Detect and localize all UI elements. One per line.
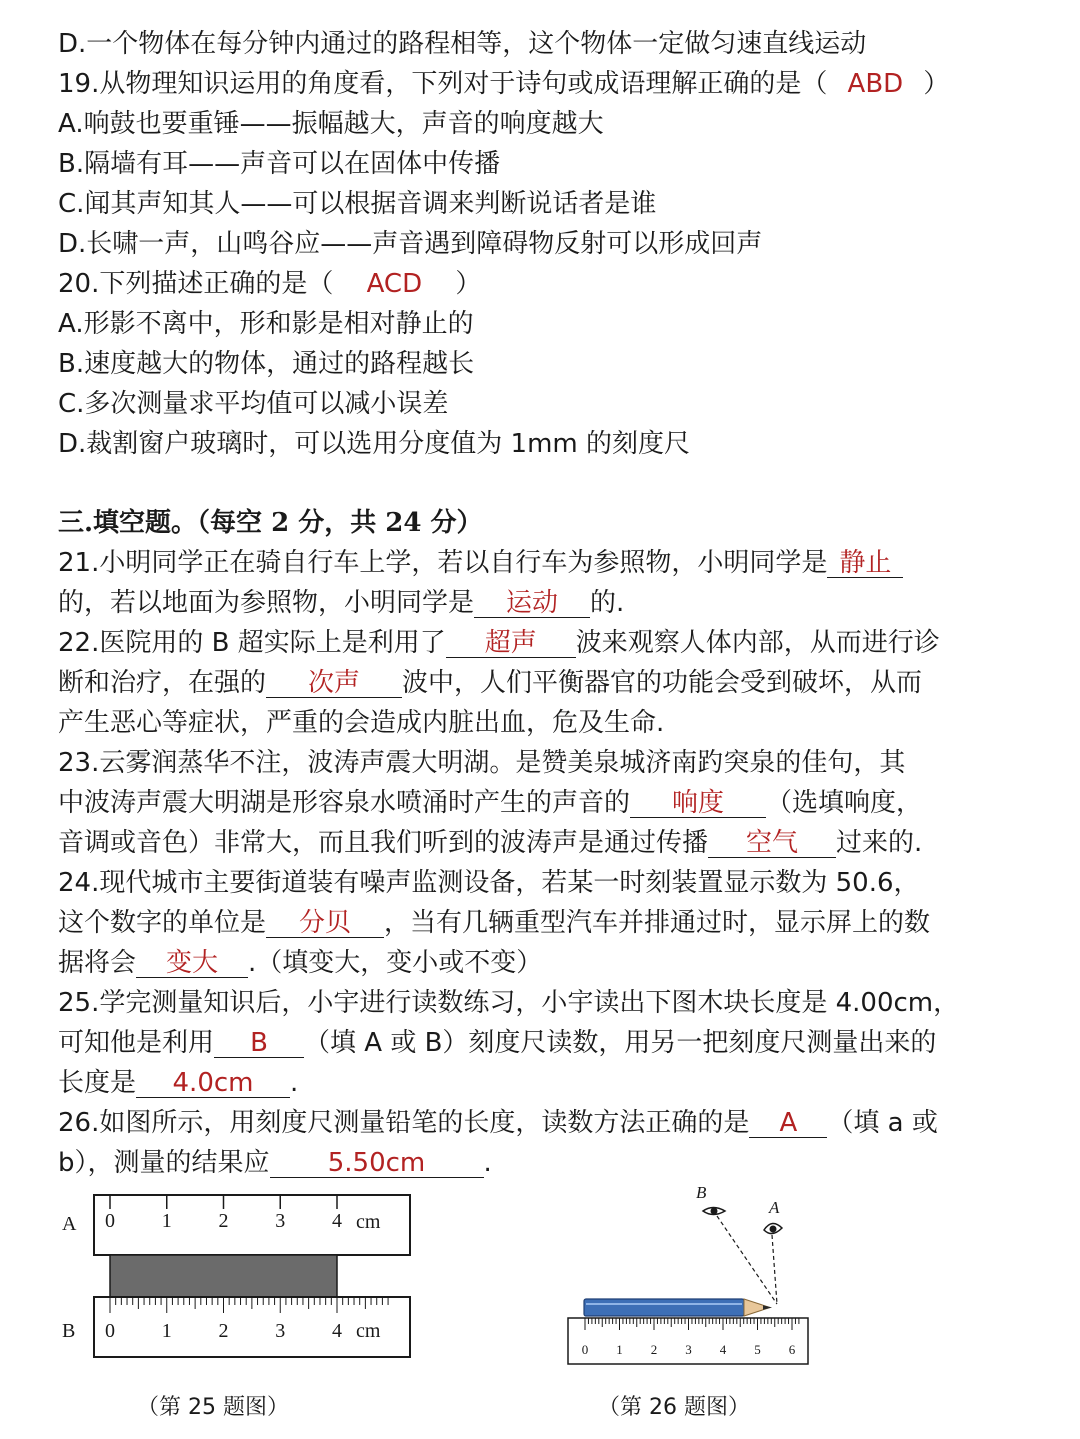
q21-answer-1: 静止 (827, 550, 903, 578)
q22-answer-1: 超声 (446, 630, 576, 658)
ruler-26-number: 1 (616, 1342, 623, 1357)
q19-option-d: D.长啸一声，山鸣谷应——声音遇到障碍物反射可以形成回声 (58, 229, 763, 259)
q23-line-1: 23.云雾润蒸华不注，波涛声震大明湖。是赞美泉城济南趵突泉的佳句，其 (58, 748, 906, 778)
q26-line-1 (58, 1110, 938, 1138)
q23-answer-1: 响度 (630, 790, 766, 818)
q21-line-2 (58, 590, 624, 618)
q25-text-3: 长度是 (58, 1068, 137, 1098)
ruler-a-number: 1 (161, 1210, 172, 1232)
q23-text-3: 音调或音色）非常大，而且我们听到的波涛声是通过传播 (58, 828, 709, 858)
q22-line-1 (58, 630, 940, 658)
q24-line-1: 24.现代城市主要街道装有噪声监测设备，若某一时刻装置显示数为 50.6， (58, 868, 920, 898)
q20-option-d: D.裁割窗户玻璃时，可以选用分度值为 1mm 的刻度尺 (58, 429, 691, 459)
eye-a-label: A (769, 1198, 780, 1217)
q24-line-2 (58, 910, 930, 938)
ruler-b-label: B (62, 1320, 76, 1342)
q20-option-c: C.多次测量求平均值可以减小误差 (58, 389, 449, 419)
q20-stem: 20.下列描述正确的是（ (58, 269, 334, 299)
q19-option-b: B.隔墙有耳——声音可以在固体中传播 (58, 149, 501, 179)
q26-text-2: （填 a 或 (827, 1108, 938, 1138)
q21-text-2: 的，若以地面为参照物，小明同学是 (58, 588, 475, 618)
sight-line-a (772, 1235, 777, 1304)
q20-option-a: A.形影不离中，形和影是相对静止的 (58, 309, 474, 339)
ruler-26-number: 6 (788, 1342, 796, 1357)
figure-26-caption: （第 26 题图） (598, 1395, 750, 1420)
eye-a-icon (764, 1223, 782, 1233)
q25-text-4: . (290, 1068, 299, 1098)
ruler-b-number: 4 (332, 1320, 342, 1342)
q22-text-3: 断和治疗，在强的 (58, 668, 267, 698)
q23-text-1: 中波涛声震大明湖是形容泉水喷涌时产生的声音的 (58, 788, 631, 818)
ruler-a-number: 4 (332, 1210, 342, 1232)
q21-line-1 (58, 550, 903, 578)
q23-line-2 (58, 790, 922, 818)
q22-line-3: 产生恶心等症状，严重的会造成内脏出血，危及生命. (58, 708, 665, 738)
q24-answer-1: 分贝 (266, 910, 384, 938)
ruler-26-number: 4 (719, 1342, 727, 1357)
ruler-b-number: 3 (275, 1320, 286, 1342)
figure-25-caption: （第 25 题图） (137, 1395, 289, 1420)
ruler-b-unit: cm (356, 1320, 381, 1342)
q20-answer: ACD (366, 269, 423, 299)
ruler-a-number: 3 (275, 1210, 286, 1232)
q25-line-1: 25.学完测量知识后，小宇进行读数练习，小宇读出下图木块长度是 4.00cm， (58, 988, 960, 1018)
q23-answer-2: 空气 (708, 830, 836, 858)
q19-answer: ABD (847, 69, 904, 99)
q20-close: ） (455, 269, 482, 299)
section-3-heading: 三.填空题。（每空 2 分，共 24 分） (58, 508, 483, 538)
q25-line-2 (58, 1030, 936, 1058)
q22-text-2: 波来观察人体内部，从而进行诊 (575, 628, 940, 658)
q24-text-1: 这个数字的单位是 (58, 908, 267, 938)
q22-line-2 (58, 670, 922, 698)
q22-answer-2: 次声 (266, 670, 402, 698)
q25-text-2: （填 A 或 B）刻度尺读数，用另一把刻度尺测量出来的 (304, 1028, 937, 1058)
q18-option-d: D.一个物体在每分钟内通过的路程相等，这个物体一定做匀速直线运动 (58, 29, 867, 59)
pencil (584, 1299, 772, 1316)
q26-text-1: 26.如图所示，用刻度尺测量铅笔的长度，读数方法正确的是 (58, 1108, 750, 1138)
eye-b-icon (703, 1208, 725, 1215)
q19-stem: 19.从物理知识运用的角度看，下列对于诗句或成语理解正确的是（ (58, 69, 828, 99)
ruler-a-number: 0 (105, 1210, 115, 1232)
ruler-26-number: 2 (650, 1342, 658, 1357)
q24-answer-2: 变大 (136, 950, 248, 978)
q25-text-1: 可知他是利用 (58, 1028, 215, 1058)
q26-line-2 (58, 1150, 492, 1178)
q21-answer-2: 运动 (474, 590, 590, 618)
q26-answer-2: 5.50cm (270, 1150, 484, 1178)
q23-text-2: （选填响度， (766, 788, 923, 818)
ruler-a-number: 2 (218, 1210, 229, 1232)
q23-text-4: 过来的. (836, 828, 923, 858)
q20-stem-line (58, 271, 481, 297)
eye-b-label: B (696, 1183, 707, 1202)
q19-stem-line (58, 71, 949, 97)
ruler-a-unit: cm (356, 1211, 381, 1233)
q23-line-3 (58, 830, 922, 858)
ruler-26-number: 0 (581, 1342, 589, 1357)
ruler-b-number: 2 (218, 1320, 229, 1342)
ruler-26-number: 5 (754, 1342, 761, 1357)
q24-text-2: ，当有几辆重型汽车并排通过时，显示屏上的数 (384, 908, 931, 938)
q26-text-4: . (483, 1148, 492, 1178)
q24-text-3: 据将会 (58, 948, 137, 978)
ruler-b-number: 0 (105, 1320, 115, 1342)
q24-line-3 (58, 950, 542, 978)
ruler-b-number: 1 (161, 1320, 172, 1342)
q26-text-3: b），测量的结果应 (58, 1148, 270, 1178)
q25-answer-2: 4.0cm (136, 1070, 290, 1098)
q20-option-b: B.速度越大的物体，通过的路程越长 (58, 349, 475, 379)
q21-text-3: 的. (590, 588, 625, 618)
q25-line-3 (58, 1070, 298, 1098)
ruler-26-number: 3 (685, 1342, 692, 1357)
q24-text-4: .（填变大，变小或不变） (248, 948, 543, 978)
q19-option-c: C.闻其声知其人——可以根据音调来判断说话者是谁 (58, 189, 657, 219)
q22-text-4: 波中，人们平衡器官的功能会受到破坏，从而 (402, 668, 923, 698)
wooden-block (110, 1255, 337, 1297)
q25-answer-1: B (214, 1030, 304, 1058)
q19-close: ） (923, 69, 950, 99)
q21-text-1: 21.小明同学正在骑自行车上学，若以自行车为参照物，小明同学是 (58, 548, 828, 578)
figure-25-rulers (50, 1185, 430, 1375)
q19-option-a: A.响鼓也要重锤——振幅越大，声音的响度越大 (58, 109, 604, 139)
ruler-a-label: A (62, 1213, 77, 1235)
figure-26-pencil (560, 1180, 820, 1370)
q22-text-1: 22.医院用的 B 超实际上是利用了 (58, 628, 446, 658)
q26-answer-1: A (749, 1110, 827, 1138)
